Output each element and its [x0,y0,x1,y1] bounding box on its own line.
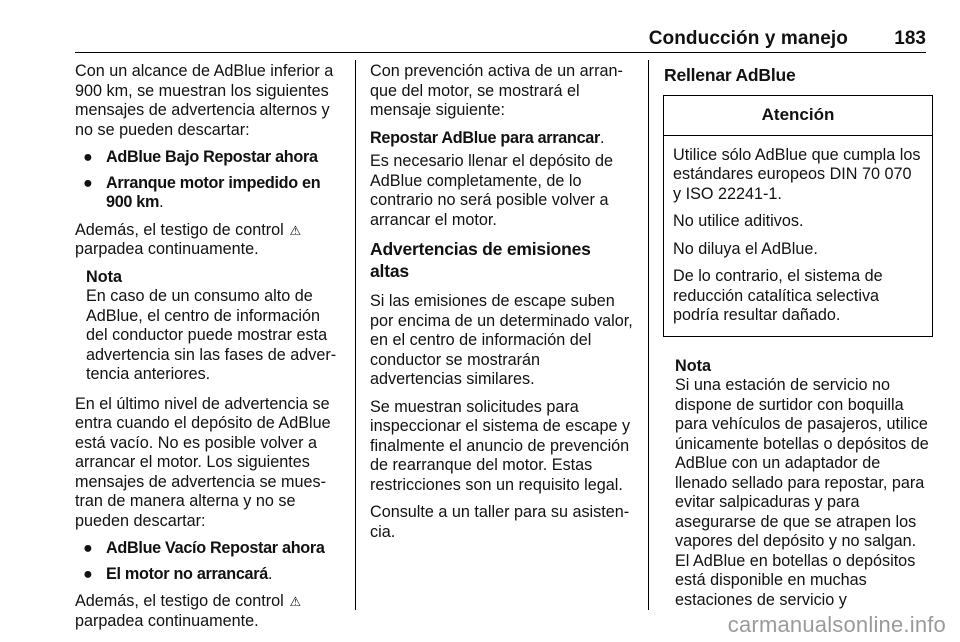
paragraph: Es necesario llenar el depósito de AdBlue completamente, de lo contrario no será posible volver a arrancar el motor. [370,152,613,229]
warning-text: No diluya el AdBlue. [673,239,818,258]
warning-box [663,95,933,337]
note-block [664,357,932,611]
column-divider [355,60,356,610]
warning-lamp-icon: ⚠ [289,222,302,238]
column-3 [664,62,932,610]
section-heading: Rellenar AdBlue [664,65,796,85]
bullet-item: ● AdBlue Vacío Repostar ahora [83,539,325,557]
bullet-icon: ● [83,539,93,557]
warning-title: Atención [664,96,932,136]
paragraph: Consulte a un taller para su asistencia. [370,503,630,541]
note-text: Si una estación de servicio no dispone de surtidor con boquilla para vehículos de pasajeros, utilice únicamente botellas o depósitos de AdBlue con un adaptador de llenado sellado para repostar, para evitar salpicaduras y para asegurarse de que se atrapen los vapores del depósito y no salgan. El AdBlue en botellas o depósitos está disponible en muchas estaciones de servicio y [675,376,929,609]
paragraph: Con prevención activa de un arranque del motor, se mostrará el mensaje siguiente: [370,62,623,119]
bullet-list [75,148,343,213]
message-text: Repostar AdBlue para arrancar [370,128,601,147]
bullet-list [75,539,343,584]
paragraph: Además, el testigo de control ⚠ parpadea continuamente. [75,592,302,630]
column-divider [648,60,649,610]
bullet-icon: ● [83,148,93,166]
paragraph: Se muestran solicitudes para inspeccionar el sistema de escape y finalmente el anuncio de prevención de rearranque del motor. Estas restricciones son un requisito legal. [370,397,631,494]
note-title: Nota [675,356,711,375]
bullet-item: ● AdBlue Bajo Repostar ahora [83,148,318,166]
bullet-item: ● El motor no arrancará. [83,564,273,583]
bullet-icon: ● [83,173,93,192]
note-title: Nota [86,267,122,286]
note-block [75,268,343,385]
warning-text: No utilice aditivos. [673,212,804,230]
header-rule [75,52,926,53]
paragraph: En el último nivel de advertencia se entra cuando el depósito de AdBlue está vacío. No es posible volver a arrancar el motor. Los siguientes mensajes de advertencia se muestran de manera alterna y no se pueden descartar: [75,394,331,530]
column-1 [75,62,343,639]
section-title: Conducción y manejo [648,28,848,49]
page-header [75,28,926,52]
paragraph: Con un alcance de AdBlue inferior a 900 km, se muestran los siguientes mensajes de advertencia alternos y no se pueden descartar: [75,62,334,139]
watermark: carmanualsonline.info [727,612,946,637]
warning-body [664,136,932,336]
section-heading: Advertencias de emisiones altas [370,239,591,281]
paragraph: Además, el testigo de control ⚠ parpadea continuamente. [75,220,302,258]
paragraph: Repostar AdBlue para arrancar. [370,128,605,147]
column-2 [370,62,634,550]
bullet-icon: ● [83,564,93,583]
page-number: 183 [894,28,926,49]
warning-lamp-icon: ⚠ [289,594,302,609]
warning-text: De lo contrario, el sistema de reducción catalítica selectiva podría resultar dañado. [673,267,883,324]
warning-text: Utilice sólo AdBlue que cumpla los estándares europeos DIN 70 070 y ISO 22241-1. [673,145,921,203]
bullet-item: ● Arranque motor impedido en 900 km. [83,173,321,211]
paragraph: Si las emisiones de escape suben por encima de un determinado valor, en el centro de información del conductor se mostrarán advertencias similares. [370,292,633,388]
note-text: En caso de un consumo alto de AdBlue, el centro de información del conductor puede mostrar esta advertencia sin las fases de advertencia anteriores. [86,287,337,383]
